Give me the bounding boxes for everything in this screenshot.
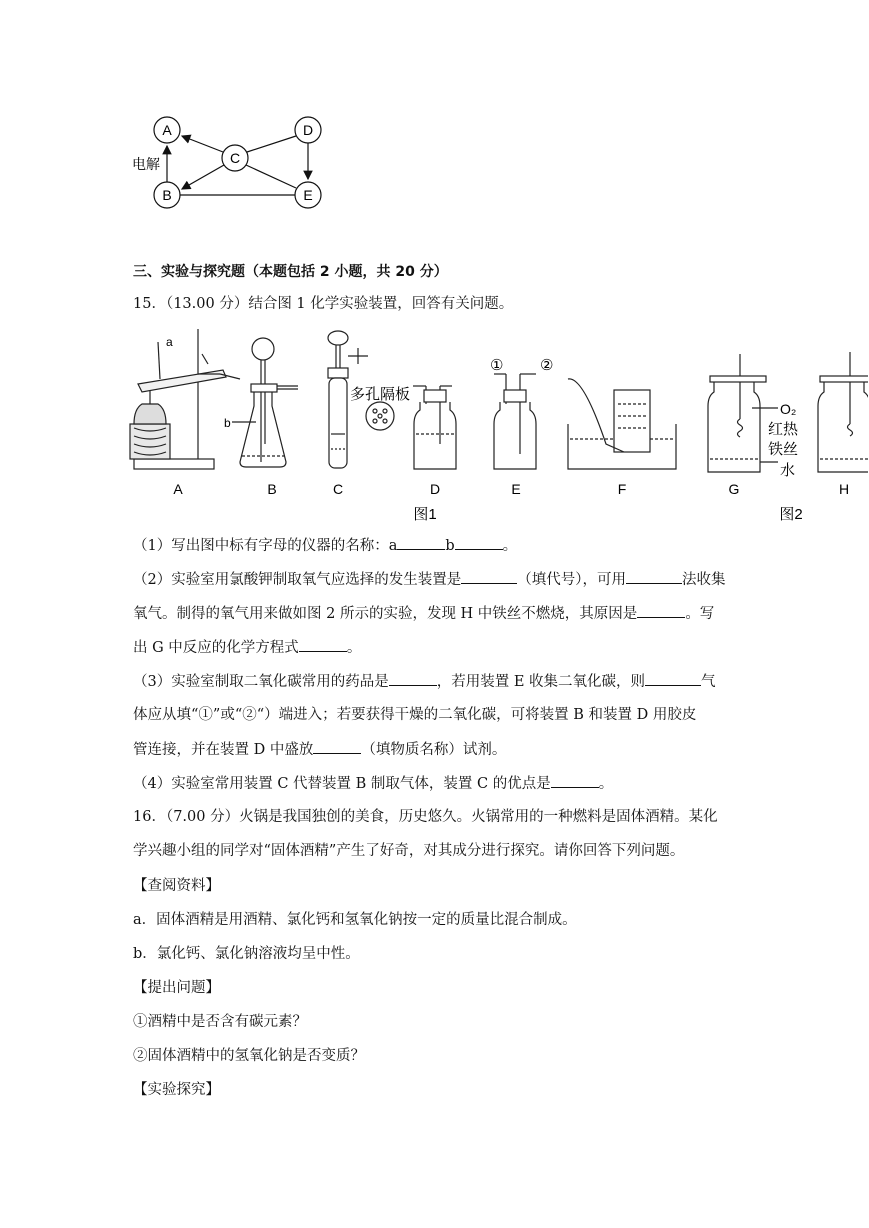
label-iron-wire: 铁丝 [768, 441, 799, 458]
q15-sub3-text-e: （填物质名称）试剂。 [361, 742, 507, 758]
answer-blank-collection[interactable] [626, 569, 682, 584]
fig2-caption: 图2 [779, 506, 803, 523]
q15-sub1 [133, 535, 517, 556]
q15-sub1-text-b: b [445, 538, 455, 554]
device-letter-f: F [617, 481, 627, 497]
device-letter-d: D [429, 481, 441, 497]
q16-line2: 学兴趣小组的同学对“固体酒精”产生了好奇，对其成分进行探究。请你回答下列问题。 [133, 843, 685, 859]
answer-blank-reason[interactable] [637, 603, 685, 618]
label-water: 水 [780, 462, 796, 479]
q16-heading-explore: 【实验探究】 [133, 1082, 220, 1098]
q15-sub2-text-f: 出 G 中反应的化学方程式 [133, 640, 299, 656]
device-letter-c: C [332, 481, 344, 497]
apparatus-b [232, 338, 298, 467]
answer-blank-generator[interactable] [461, 569, 517, 584]
label-port-1: ① [490, 357, 504, 374]
label-o2: O₂ [780, 401, 797, 417]
device-letter-a: A [173, 481, 183, 497]
q15-sub2-text-b: （填代号），可用 [517, 572, 626, 588]
reaction-diagram [128, 112, 338, 218]
arrow-c-to-a [182, 136, 223, 152]
q16-heading-info: 【查阅资料】 [133, 878, 220, 894]
answer-blank-advantage[interactable] [551, 773, 599, 788]
node-b-label: B [162, 187, 172, 203]
q15-sub1-text-a: （1）写出图中标有字母的仪器的名称：a [133, 538, 398, 554]
q15-sub3-text-a: （3）实验室制取二氧化碳常用的药品是 [133, 674, 389, 690]
q15-sub4 [133, 773, 613, 794]
label-port-2: ② [540, 357, 554, 374]
device-letter-h: H [838, 481, 850, 497]
line-c-e [246, 165, 296, 188]
label-b: b [224, 416, 231, 430]
label-a: a [166, 335, 173, 349]
device-letter-g: G [728, 481, 740, 497]
q15-sub2-line3 [133, 637, 361, 658]
q15-sub2-line1 [133, 569, 725, 590]
apparatus-h [818, 352, 868, 472]
answer-blank-equation[interactable] [299, 637, 347, 652]
line-d-c [247, 136, 296, 152]
arrow-c-to-b [182, 165, 224, 189]
q15-sub2-text-c: 法收集 [681, 572, 726, 588]
q16-info-b: b．氯化钙、氯化钠溶液均呈中性。 [133, 946, 360, 962]
node-c-label: C [229, 150, 241, 166]
q15-sub4-text-b: 。 [598, 776, 614, 792]
answer-blank-b[interactable] [455, 535, 503, 550]
q15-sub3-line1 [133, 671, 716, 692]
q15-stem: 15．（13.00 分）结合图 1 化学实验装置，回答有关问题。 [133, 296, 514, 312]
q15-sub3-text-b: ，若用装置 E 收集二氧化碳，则 [436, 674, 646, 690]
q15-sub2-text-e: 。写 [685, 606, 715, 622]
q15-sub2-text-g: 。 [346, 640, 362, 656]
apparatus-f [568, 379, 676, 469]
q16-heading-question: 【提出问题】 [133, 980, 220, 996]
answer-blank-drying-agent[interactable] [313, 739, 361, 754]
apparatus-d [413, 386, 456, 469]
apparatus-a [130, 329, 240, 469]
electrolysis-label: 电解 [132, 156, 160, 172]
q15-sub3-text-c: 气 [701, 674, 716, 690]
q15-sub2-line2 [133, 603, 714, 624]
q15-sub3-line2: 体应从填“①”或“②“）端进入；若要获得干燥的二氧化碳，可将装置 B 和装置 D 用胶皮 [133, 707, 697, 723]
q15-sub2-text-a: （2）实验室用氯酸钾制取氧气应选择的发生装置是 [133, 572, 462, 588]
node-a-label: A [162, 122, 172, 138]
node-e-label: E [303, 187, 313, 203]
q15-sub3-line3 [133, 739, 506, 760]
apparatus-e [494, 374, 536, 469]
device-letter-e: E [511, 481, 521, 497]
device-letter-b: B [267, 481, 277, 497]
q16-question-1: ①酒精中是否含有碳元素？ [133, 1014, 307, 1030]
fig1-caption: 图1 [413, 506, 437, 523]
answer-blank-reagents[interactable] [389, 671, 437, 686]
answer-blank-a[interactable] [397, 535, 445, 550]
label-porous-plate: 多孔隔板 [350, 386, 411, 403]
q16-line1: 16．（7.00 分）火锅是我国独创的美食，历史悠久。火锅常用的一种燃料是固体酒精。某化 [133, 809, 718, 825]
answer-blank-port[interactable] [645, 671, 701, 686]
apparatus-figure [128, 324, 868, 530]
section-heading: 三、实验与探究题（本题包括 2 小题，共 20 分） [133, 264, 448, 280]
node-d-label: D [302, 122, 314, 138]
q16-question-2: ②固体酒精中的氢氧化钠是否变质？ [133, 1048, 365, 1064]
q16-info-a: a．固体酒精是用酒精、氯化钙和氢氧化钠按一定的质量比混合制成。 [133, 912, 577, 928]
label-red-hot: 红热 [768, 421, 799, 438]
q15-sub2-text-d: 氧气。制得的氧气用来做如图 2 所示的实验，发现 H 中铁丝不燃烧，其原因是 [133, 606, 638, 622]
q15-sub1-end: 。 [502, 538, 518, 554]
q15-sub3-text-d: 管连接，并在装置 D 中盛放 [133, 742, 314, 758]
q15-sub4-text-a: （4）实验室常用装置 C 代替装置 B 制取气体，装置 C 的优点是 [133, 776, 551, 792]
